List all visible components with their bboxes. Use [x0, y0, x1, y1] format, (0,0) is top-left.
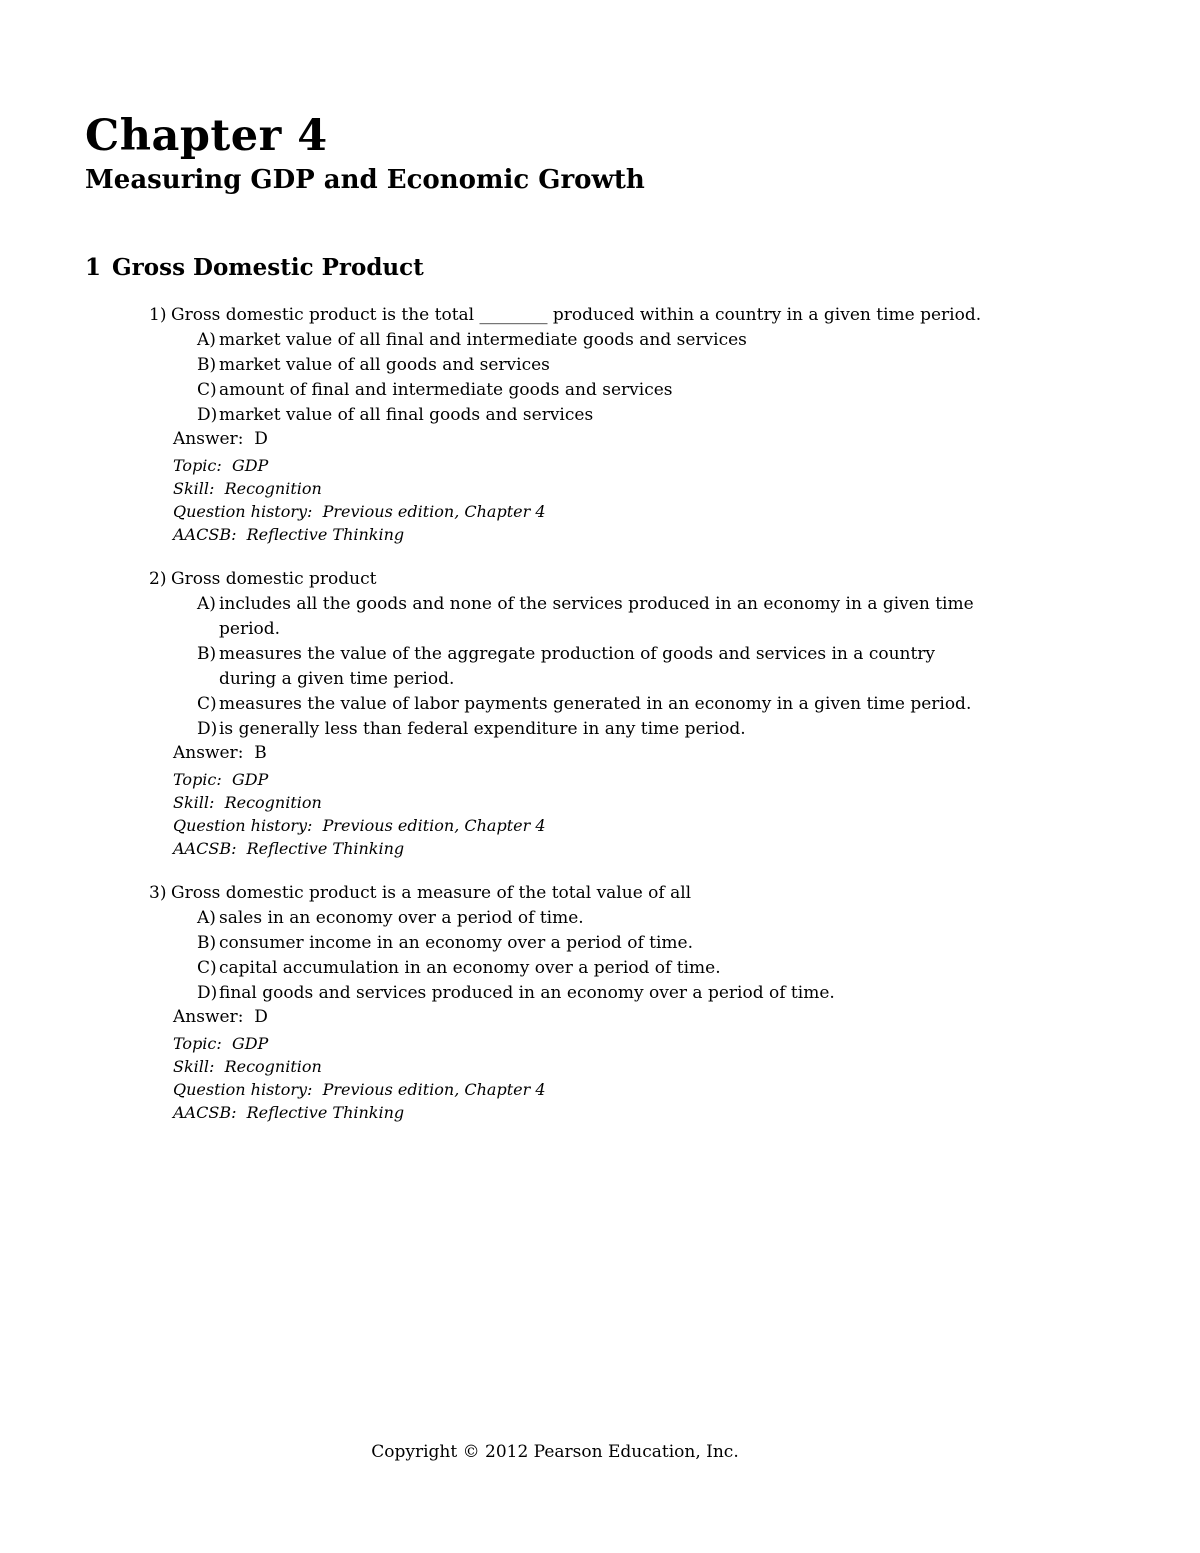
options-list: [0, 328, 1200, 428]
option-row: [197, 906, 991, 931]
answer-line: Answer: B: [173, 743, 267, 763]
option-label: D): [197, 983, 218, 1003]
option-text: measures the value of labor payments generated in an economy in a given time period.: [219, 694, 972, 714]
question-text: Gross domestic product: [171, 569, 377, 589]
meta-topic: Topic: GDP: [173, 456, 269, 475]
option-label: B): [197, 933, 217, 953]
option-text: final goods and services produced in an economy over a period of time.: [219, 983, 835, 1003]
meta-aacsb: AACSB: Reflective Thinking: [173, 839, 405, 858]
meta-aacsb: AACSB: Reflective Thinking: [173, 525, 405, 544]
meta-skill: Skill: Recognition: [173, 793, 322, 812]
option-text: capital accumulation in an economy over a period of time.: [219, 958, 721, 978]
option-label: A): [197, 594, 216, 614]
option-row: [197, 403, 991, 428]
option-label: C): [197, 380, 217, 400]
option-row: [197, 717, 991, 742]
option-label: D): [197, 719, 218, 739]
option-text: market value of all final and intermediate goods and services: [219, 330, 747, 350]
meta-topic: Topic: GDP: [173, 770, 269, 789]
option-text: market value of all goods and services: [219, 355, 550, 375]
chapter-subtitle: Measuring GDP and Economic Growth: [85, 165, 645, 195]
option-row: [197, 981, 991, 1006]
answer-line: Answer: D: [173, 1007, 268, 1027]
copyright-footer: Copyright © 2012 Pearson Education, Inc.: [371, 1442, 739, 1462]
option-row: [197, 931, 991, 956]
chapter-title: Chapter 4: [85, 111, 328, 161]
meta-aacsb: AACSB: Reflective Thinking: [173, 1103, 405, 1122]
meta-question-history: Question history: Previous edition, Chapter 4: [173, 816, 546, 835]
option-text: amount of final and intermediate goods and services: [219, 380, 673, 400]
question-block-1: [0, 303, 1200, 546]
section-number: 1: [85, 254, 102, 281]
question-stem: [149, 881, 1151, 906]
answer-line: Answer: D: [173, 429, 268, 449]
question-stem: [149, 303, 1151, 328]
option-row: [197, 642, 991, 692]
meta-topic: Topic: GDP: [173, 1034, 269, 1053]
meta-question-history: Question history: Previous edition, Chapter 4: [173, 1080, 546, 1099]
option-row: [197, 328, 991, 353]
option-label: D): [197, 405, 218, 425]
option-label: C): [197, 694, 217, 714]
meta-skill: Skill: Recognition: [173, 1057, 322, 1076]
option-text: consumer income in an economy over a period of time.: [219, 933, 693, 953]
option-label: C): [197, 958, 217, 978]
meta-skill: Skill: Recognition: [173, 479, 322, 498]
option-label: A): [197, 330, 216, 350]
option-text: sales in an economy over a period of time.: [219, 908, 584, 928]
option-row: [197, 592, 991, 642]
question-text: Gross domestic product is a measure of the total value of all: [171, 883, 692, 903]
options-list: [0, 906, 1200, 1006]
section-heading: [85, 254, 1200, 282]
option-row: [197, 956, 991, 981]
option-label: A): [197, 908, 216, 928]
section-title: Gross Domestic Product: [112, 254, 424, 281]
option-label: B): [197, 644, 217, 664]
option-row: [197, 353, 991, 378]
question-block-2: [0, 567, 1200, 860]
question-stem: [149, 567, 1151, 592]
question-block-3: [0, 881, 1200, 1124]
question-number: 3): [149, 883, 167, 903]
option-row: [197, 692, 991, 717]
option-text: market value of all final goods and services: [219, 405, 594, 425]
option-label: B): [197, 355, 217, 375]
question-number: 2): [149, 569, 167, 589]
option-row: [197, 378, 991, 403]
option-text: includes all the goods and none of the services produced in an economy in a given time period.: [219, 594, 974, 639]
meta-question-history: Question history: Previous edition, Chapter 4: [173, 502, 546, 521]
option-text: is generally less than federal expenditure in any time period.: [219, 719, 746, 739]
question-number: 1): [149, 305, 167, 325]
question-text: Gross domestic product is the total ________ produced within a country in a given time period.: [171, 305, 982, 325]
option-text: measures the value of the aggregate production of goods and services in a country during a given time period.: [219, 644, 936, 689]
options-list: [0, 592, 1200, 742]
